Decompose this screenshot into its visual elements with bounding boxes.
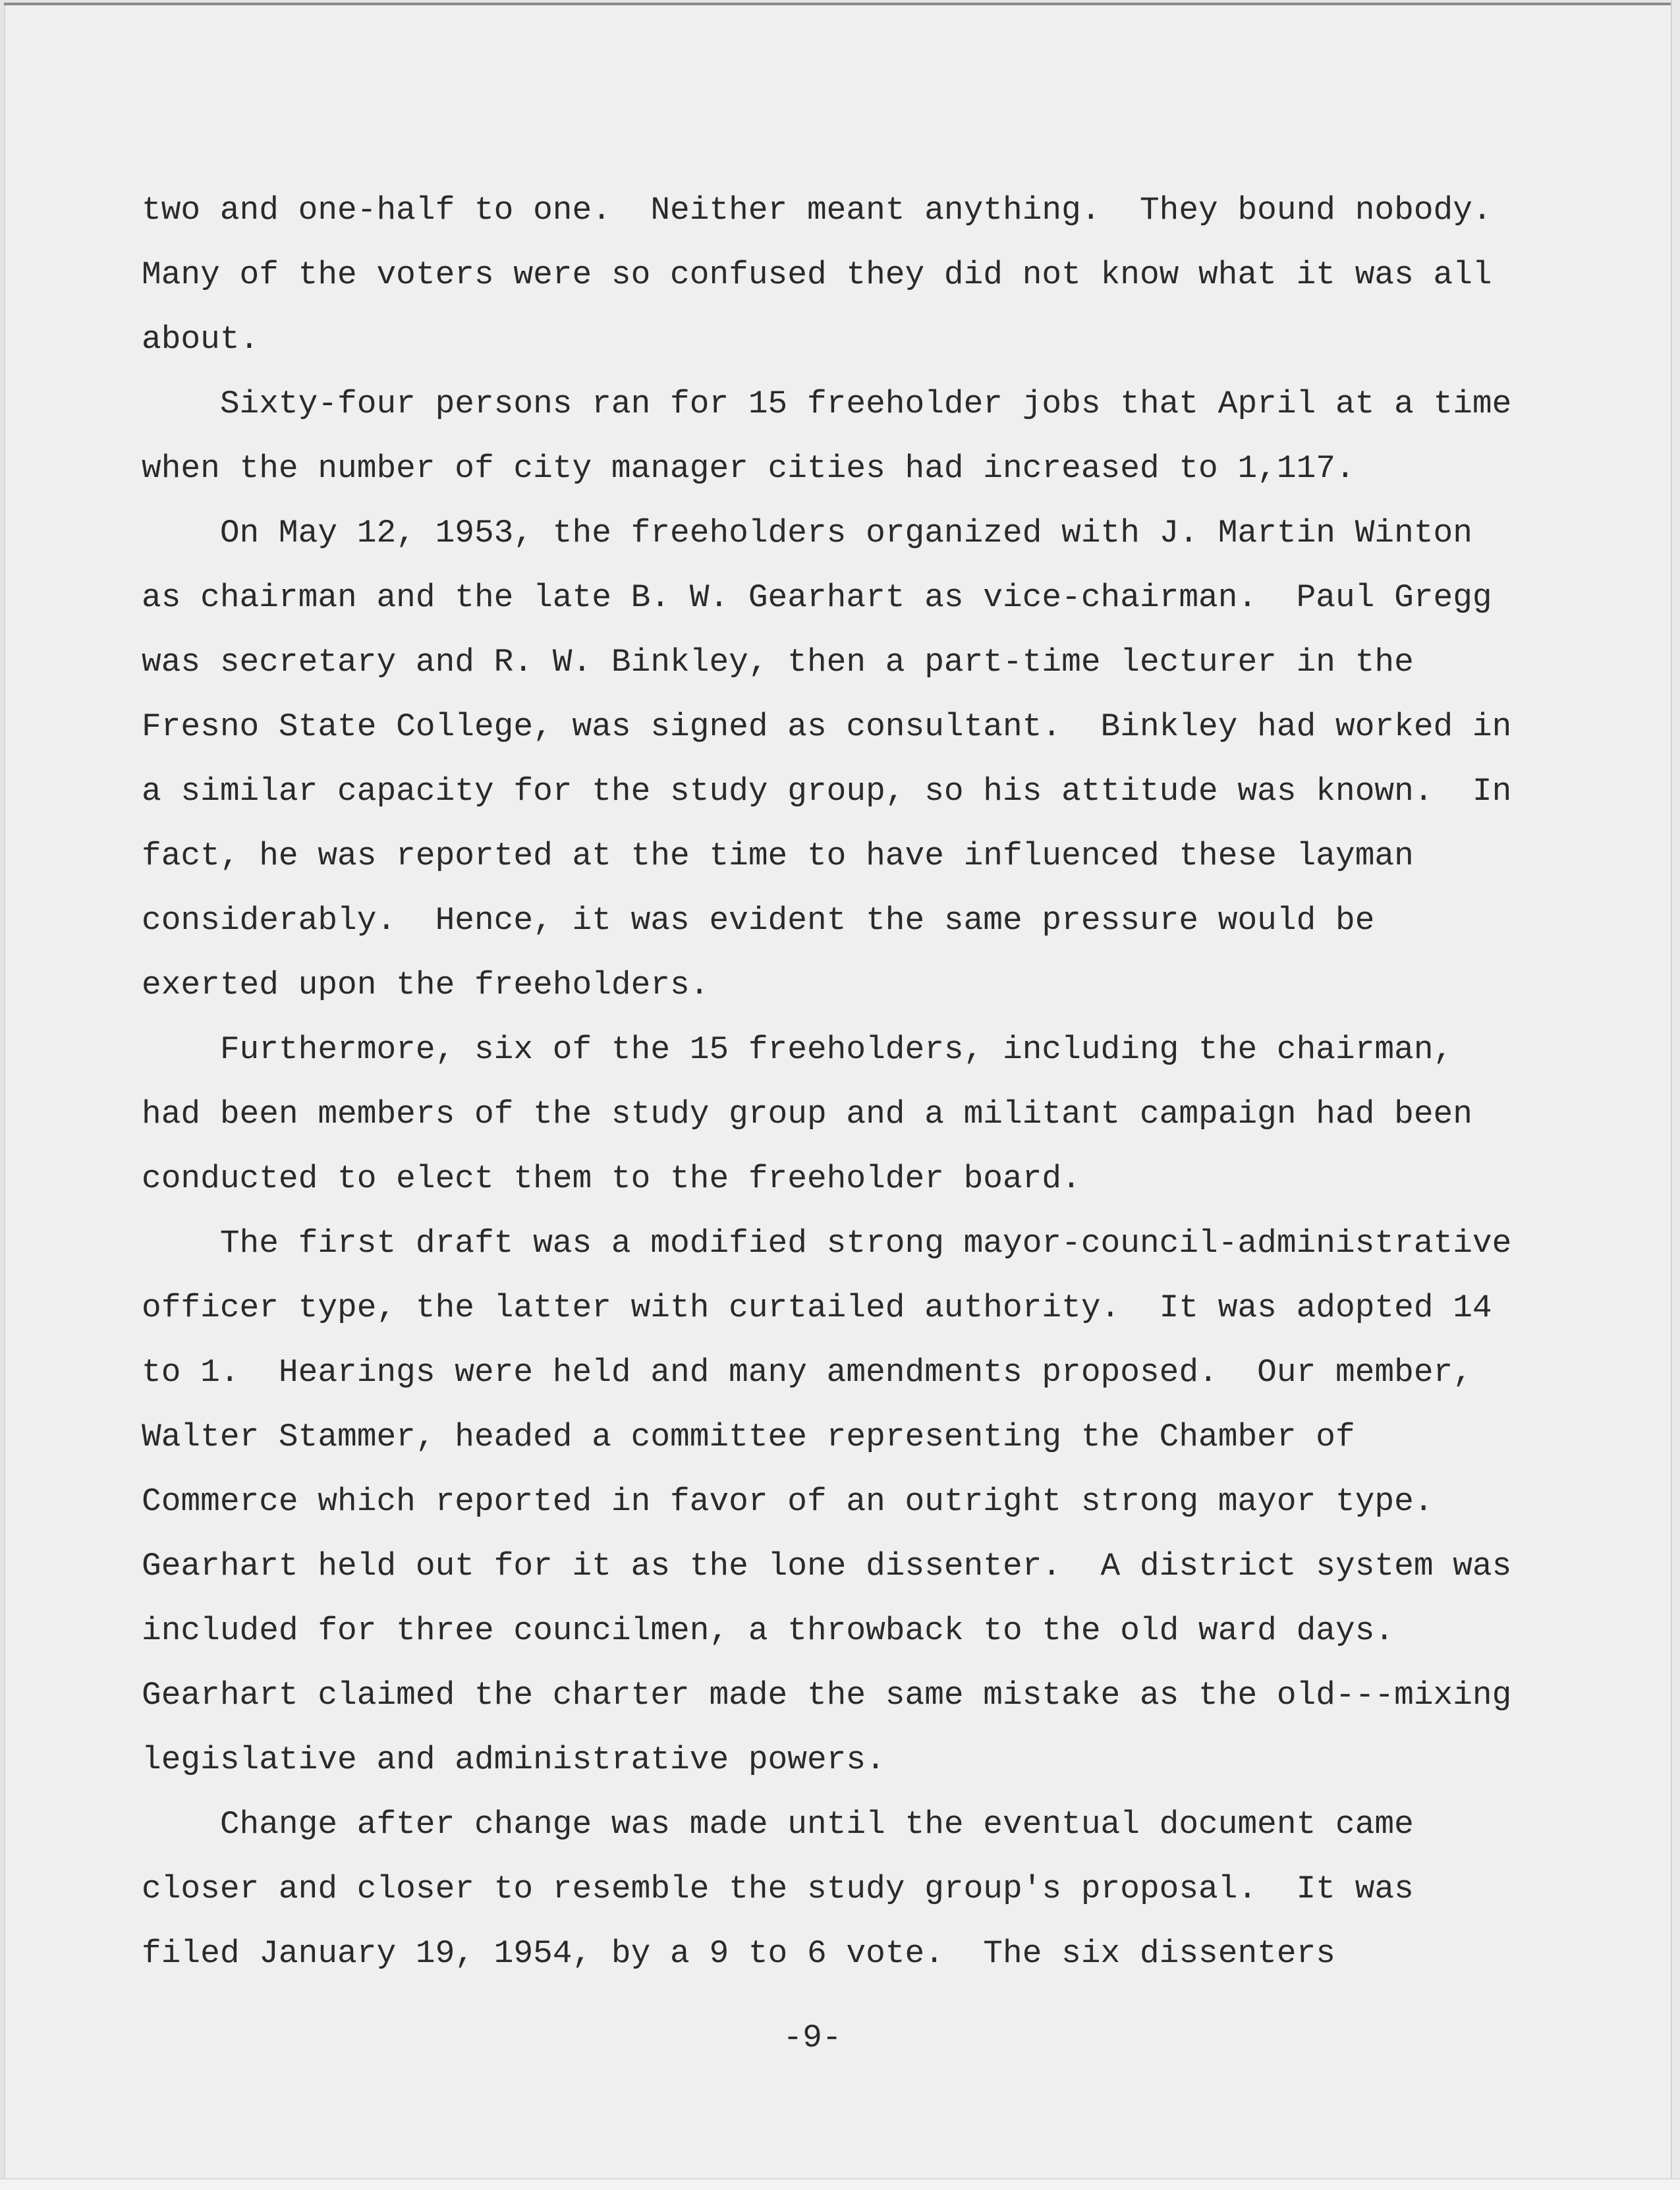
text-line: legislative and administrative powers. [142, 1741, 885, 1778]
text-line: Change after change was made until the eventual document came [142, 1806, 1414, 1843]
text-line: Walter Stammer, headed a committee representing the Chamber of [142, 1418, 1355, 1455]
text-line: exerted upon the freeholders. [142, 967, 710, 1003]
paragraph [142, 1792, 1538, 1986]
text-line: Gearhart claimed the charter made the same mistake as the old---mixing [142, 1677, 1512, 1714]
text-line: considerably. Hence, it was evident the same pressure would be [142, 902, 1375, 939]
text-line: Fresno State College, was signed as consultant. Binkley had worked in [142, 708, 1512, 745]
text-line: closer and closer to resemble the study group's proposal. It was [142, 1870, 1414, 1907]
text-line: when the number of city manager cities had increased to 1,117. [142, 450, 1355, 487]
document-body [142, 178, 1538, 1986]
text-line: included for three councilmen, a throwback to the old ward days. [142, 1612, 1395, 1649]
text-line: was secretary and R. W. Binkley, then a part-time lecturer in the [142, 644, 1414, 681]
text-line: The first draft was a modified strong mayor-council-administrative [142, 1225, 1512, 1262]
text-line: officer type, the latter with curtailed authority. It was adopted 14 [142, 1289, 1492, 1326]
paragraph [142, 178, 1538, 372]
text-line: On May 12, 1953, the freeholders organized with J. Martin Winton [142, 515, 1472, 551]
text-line: Furthermore, six of the 15 freeholders, including the chairman, [142, 1031, 1453, 1068]
text-line: two and one-half to one. Neither meant anything. They bound nobody. [142, 192, 1492, 229]
text-line: about. [142, 321, 260, 358]
text-line: Many of the voters were so confused they did not know what it was all [142, 256, 1492, 293]
text-line: a similar capacity for the study group, so his attitude was known. In [142, 773, 1512, 810]
text-line: Sixty-four persons ran for 15 freeholder jobs that April at a time [142, 385, 1512, 422]
scan-edge-right [1671, 0, 1680, 2190]
scan-edge-bottom [0, 2178, 1680, 2190]
text-line: fact, he was reported at the time to have influenced these layman [142, 837, 1414, 874]
text-line: Gearhart held out for it as the lone dissenter. A district system was [142, 1548, 1512, 1585]
text-line: to 1. Hearings were held and many amendments proposed. Our member, [142, 1354, 1472, 1391]
text-line: as chairman and the late B. W. Gearhart as vice-chairman. Paul Gregg [142, 579, 1492, 616]
page-number: -9- [783, 2019, 842, 2056]
text-line: Commerce which reported in favor of an outright strong mayor type. [142, 1483, 1434, 1520]
text-line: conducted to elect them to the freeholder board. [142, 1160, 1081, 1197]
text-line: had been members of the study group and a militant campaign had been [142, 1096, 1472, 1133]
paragraph [142, 501, 1538, 1017]
text-line: filed January 19, 1954, by a 9 to 6 vote. The six dissenters [142, 1935, 1335, 1972]
paragraph [142, 1017, 1538, 1211]
paragraph [142, 372, 1538, 501]
paragraph [142, 1211, 1538, 1792]
